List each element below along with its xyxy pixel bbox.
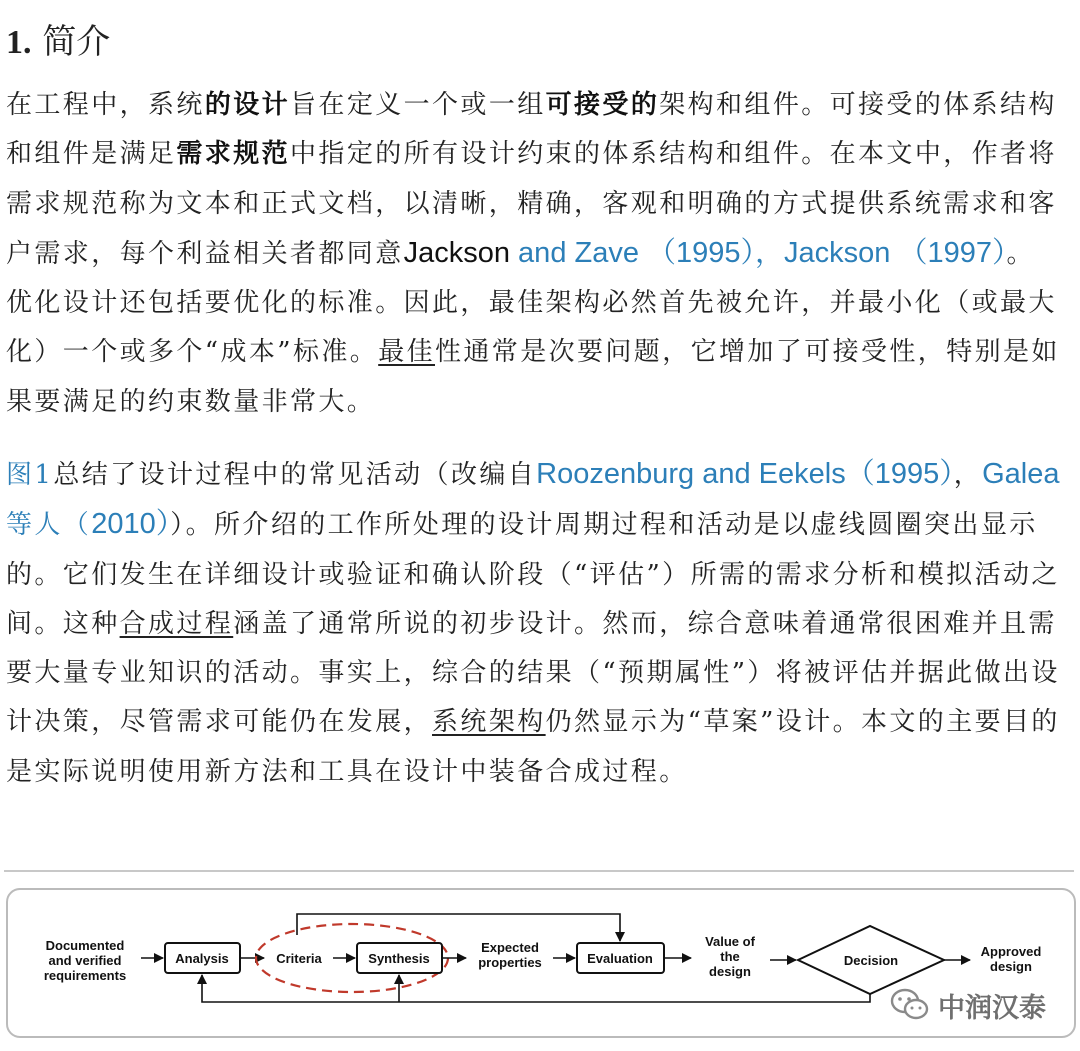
text-run: 在工程中，系统 [6, 90, 205, 120]
criteria-label: Criteria [276, 951, 322, 966]
underlined-term: 系统架构 [432, 707, 546, 738]
text-run: ）。所介绍的工作所处理的设计周期过程和活动是以虚线圆圈突出显示的。它们发生在详细设计或验证和确认阶段（“评估”）所需的需求分析和模拟活动之间。这种 [6, 510, 1060, 639]
input-label-line2: and verified [48, 953, 122, 968]
paragraph-1 [6, 81, 1062, 427]
value-label-line1: Value of [705, 934, 755, 949]
feedback-arrow-bottom [202, 975, 870, 1002]
citation-link-galea-cn[interactable]: 等人（ [6, 510, 92, 541]
bold-term: 需求规范 [176, 139, 291, 170]
approved-label-line2: design [990, 959, 1032, 974]
text-run: 旨在定义一个或一组 [290, 90, 546, 120]
paragraph-2 [6, 450, 1062, 797]
text-run: 架构和组件。可接受的体系结构和组件是满足 [6, 90, 1057, 170]
input-label-line3: requirements [43, 968, 127, 983]
decision-label: Decision [843, 953, 899, 968]
text-run: ， [953, 460, 983, 490]
feedback-arrow-top [297, 914, 620, 941]
expected-label-line1: Expected [481, 940, 539, 955]
approved-label-line1: Approved [980, 944, 1042, 959]
underlined-term: 合成过程 [119, 608, 234, 639]
text-run: 涵盖了通常所说的初步设计。然而，综合意味着通常很困难并且需要大量专业知识的活动。事实上，综合的结果（“预期属性”）将被评估并据此做出设计决策，尽管需求可能仍在发展， [6, 608, 1060, 738]
bold-term: 可接受的 [545, 90, 660, 120]
section-heading [6, 14, 110, 63]
figure-reference-link[interactable]: 图1 [6, 460, 54, 490]
underlined-term: 最佳 [378, 337, 435, 368]
input-label-line1: Documented [45, 938, 125, 953]
text-run: 仍然显示为“草案”设计。本文的主要目的是实际说明使用新方法和工具在设计中装备合成过程。 [6, 707, 1060, 787]
analysis-label: Analysis [175, 951, 229, 966]
section-divider [4, 870, 1074, 872]
evaluation-label: Evaluation [587, 951, 653, 966]
synthesis-label: Synthesis [368, 951, 430, 966]
watermark [890, 985, 1046, 1025]
citation-link-jackson-zave-1995[interactable]: and Zave （1995）， [510, 236, 785, 269]
citation-link-galea[interactable]: Galea [982, 458, 1060, 490]
text-run: 总结了设计过程中的常见活动（改编自 [53, 460, 537, 490]
bold-term: 的设计 [204, 90, 291, 120]
citation-link-galea-year[interactable]: 2010） [91, 508, 171, 541]
value-label-line2: the [720, 949, 740, 964]
citation-name: Jackson [403, 236, 510, 269]
section-title: 简介 [42, 22, 111, 62]
section-number: 1. [6, 24, 32, 61]
watermark-text: 中润汉泰 [938, 992, 1046, 1024]
text-run: 。优化设计还包括要优化的标准。因此，最佳架构必然首先被允许，并最小化（或最大化）一个或多个“成本”标准。 [6, 238, 1057, 368]
wechat-icon [890, 988, 930, 1022]
citation-link-jackson-1997[interactable]: Jackson （1997） [784, 236, 1007, 269]
expected-label-line2: properties [478, 955, 542, 970]
citation-link-roozenburg-eekels-1995[interactable]: Roozenburg and Eekels（1995） [536, 458, 954, 490]
value-label-line3: design [709, 964, 751, 979]
text-run: 性通常是次要问题，它增加了可接受性，特别是如果要满足的约束数量非常大。 [6, 337, 1060, 417]
text-run: 中指定的所有设计约束的体系结构和组件。在本文中，作者将需求规范称为文本和正式文档，以清晰，精确，客观和明确的方式提供系统需求和客户需求，每个利益相关者都同意 [6, 139, 1057, 269]
